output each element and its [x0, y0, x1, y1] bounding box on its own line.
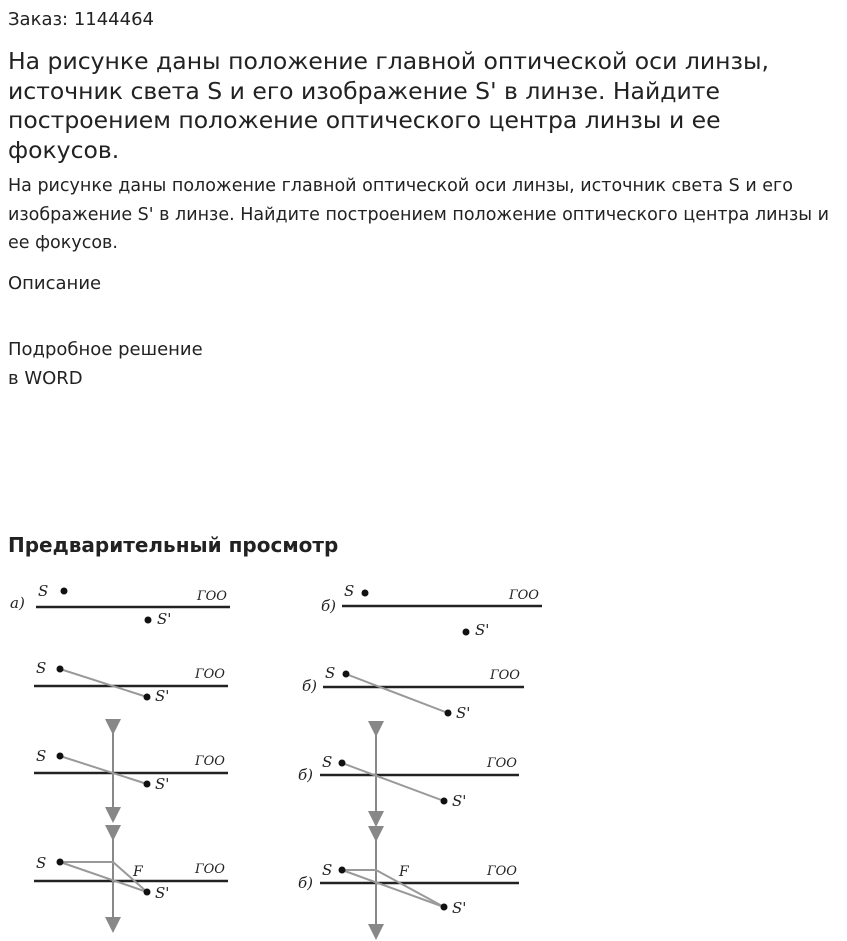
axis-label: ГОО: [195, 754, 225, 769]
panel-a-row4: [34, 833, 228, 925]
source-point: [61, 588, 68, 595]
image-label: S': [155, 687, 170, 705]
source-point: [339, 760, 346, 767]
panel-label-b: б): [321, 597, 337, 615]
image-point: [441, 798, 448, 805]
source-label: S: [325, 664, 336, 682]
axis-label: ГОО: [487, 864, 517, 879]
source-point: [362, 590, 369, 597]
panel-b-row1: [321, 582, 542, 639]
source-point: [57, 753, 64, 760]
axis-label: ГОО: [487, 756, 517, 771]
image-point: [145, 617, 152, 624]
source-label: S: [322, 753, 333, 771]
panel-label-b: б): [298, 874, 314, 892]
panel-label-a: а): [10, 594, 25, 612]
solution-line-1: Подробное решение: [8, 339, 203, 360]
panel-label-b: б): [302, 677, 318, 695]
source-point: [343, 671, 350, 678]
image-label: S': [452, 899, 467, 917]
panel-label-b: б): [298, 766, 314, 784]
panel-b-row4: [298, 834, 519, 932]
image-label: S': [157, 610, 172, 628]
panel-b-row2: [302, 664, 524, 722]
solution-line-2: в WORD: [8, 368, 83, 389]
image-label: S': [155, 884, 170, 902]
axis-label: ГОО: [197, 589, 227, 604]
axis-label: ГОО: [195, 862, 225, 877]
image-label: S': [475, 621, 490, 639]
image-point: [441, 904, 448, 911]
image-label: S': [456, 704, 471, 722]
panel-b-row3: [298, 729, 519, 819]
source-label: S: [36, 747, 47, 765]
source-label: S: [36, 854, 47, 872]
panel-a-row3: [34, 727, 228, 815]
axis-label: ГОО: [490, 668, 520, 683]
source-point: [57, 859, 64, 866]
image-label: S': [452, 792, 467, 810]
source-label: S: [38, 582, 49, 600]
source-label: S: [36, 659, 47, 677]
order-number: Заказ: 1144464: [8, 9, 154, 30]
task-title: На рисунке даны положение главной оптической оси линзы, источник света S и его изображение S' в линзе. Найдите построением положение оптического центра линзы и ее фокусов.: [8, 47, 770, 164]
description-label: Описание: [8, 273, 102, 294]
image-point: [144, 889, 151, 896]
axis-label: ГОО: [195, 667, 225, 682]
image-point: [463, 629, 470, 636]
axis-label: ГОО: [509, 588, 539, 603]
task-text: На рисунке даны положение главной оптической оси линзы, источник света S и его изображение S' в линзе. Найдите построением положение оптического центра линзы и ее фокусов.: [8, 176, 830, 253]
focus-label: F: [133, 864, 143, 880]
image-point: [144, 694, 151, 701]
source-point: [339, 867, 346, 874]
solution-note: [8, 335, 203, 393]
panel-a-row2: [34, 659, 228, 705]
source-point: [57, 666, 64, 673]
image-point: [144, 781, 151, 788]
preview-heading: Предварительный просмотр: [8, 533, 339, 557]
lens-diagram-figure: [0, 570, 560, 941]
source-label: S: [344, 582, 355, 600]
source-label: S: [322, 861, 333, 879]
image-point: [445, 710, 452, 717]
focus-label: F: [399, 864, 409, 880]
panel-a-row1: [10, 582, 230, 628]
image-label: S': [155, 775, 170, 793]
